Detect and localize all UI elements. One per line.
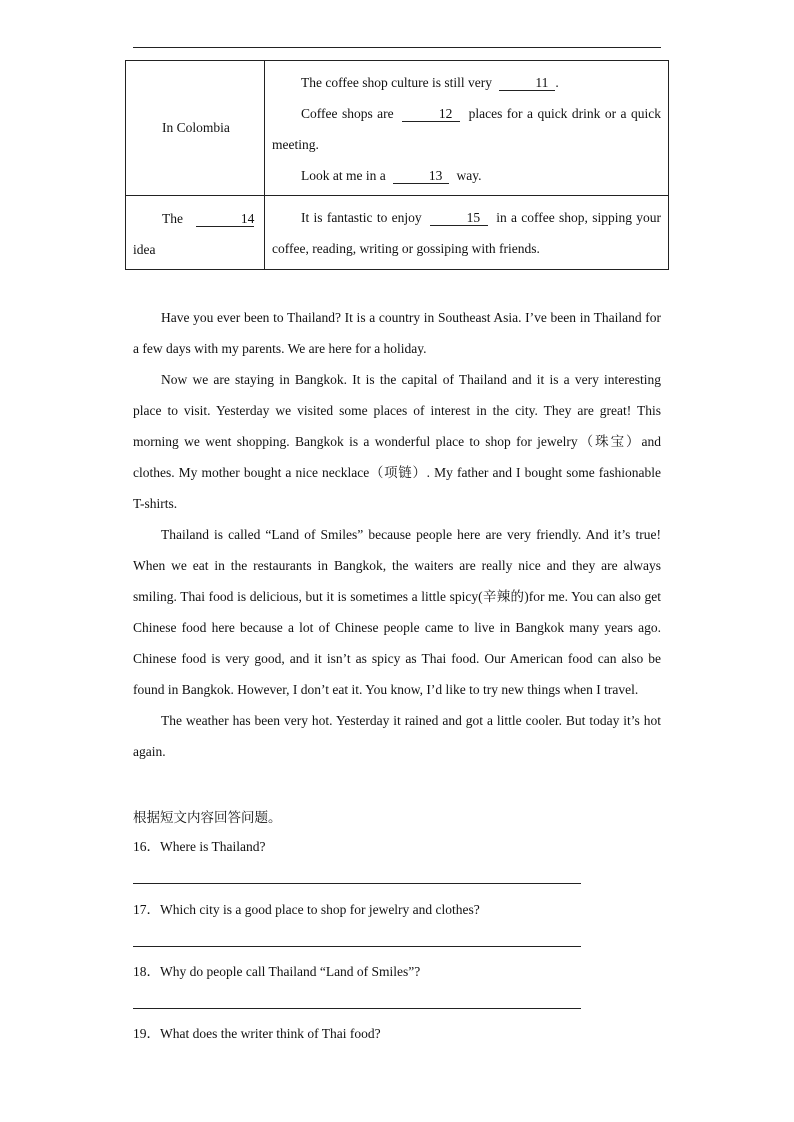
table-line: Look at me in a 13 way.: [301, 168, 482, 183]
header-rule: [133, 47, 661, 48]
row-content-cell: [265, 61, 669, 196]
passage-paragraph: Thailand is called “Land of Smiles” because people here are very friendly. And it’s true! When we eat in the restaurants in Bangkok, the waiters are really nice and they are always smiling. Thai food is delicious, but it is sometimes a little spicy(辛辣的)for me. You can also get Chinese food here because a lot of Chinese people came to live in Bangkok many years ago. Chinese food is very good, and it isn’t as spicy as Thai food. Our American food can also be found in Bangkok. However, I don’t eat it. You know, I’d like to try new things when I travel.: [133, 527, 661, 697]
instruction: 根据短文内容回答问题。: [133, 810, 282, 825]
question-18: 18．Why do people call Thailand “Land of Smiles”?: [133, 964, 421, 979]
answer-line-16[interactable]: [133, 883, 581, 884]
passage-paragraph: Have you ever been to Thailand? It is a country in Southeast Asia. I’ve been in Thailand for a few days with my parents. We are here for a holiday.: [133, 310, 661, 356]
blank-12[interactable]: 12: [402, 107, 460, 122]
blank-11[interactable]: 11: [499, 76, 555, 91]
row-label-cell: [126, 61, 265, 196]
table-row: [126, 196, 669, 270]
row-content-cell: [265, 196, 669, 270]
blank-13[interactable]: 13: [393, 169, 449, 184]
table-line: Coffee shops are 12 places for a quick drink or a quick meeting.: [272, 106, 662, 152]
table-line: It is fantastic to enjoy 15 in a coffee shop, sipping your coffee, reading, writing or gossiping with friends.: [272, 210, 661, 256]
summary-table: [125, 60, 669, 270]
blank-14[interactable]: 14: [196, 212, 254, 227]
row-label-cont: idea: [133, 242, 156, 257]
answer-line-18[interactable]: [133, 1008, 581, 1009]
table-row: [126, 61, 669, 196]
reading-passage: [133, 302, 661, 767]
answer-line-17[interactable]: [133, 946, 581, 947]
question-17: 17．Which city is a good place to shop for jewelry and clothes?: [133, 902, 480, 917]
question-19: 19．What does the writer think of Thai food?: [133, 1026, 381, 1041]
table-line: The coffee shop culture is still very 11 .: [301, 75, 559, 90]
passage-paragraph: Now we are staying in Bangkok. It is the capital of Thailand and it is a very interesting place to visit. Yesterday we visited some places of interest in the city. They are great! This morning we went shopping. Bangkok is a wonderful place to shop for jewelry（珠宝）and clothes. My mother bought a nice necklace（项链）. My father and I bought some fashionable T-shirts.: [133, 372, 661, 511]
row-label-cell: [126, 196, 265, 270]
row-label: In Colombia: [162, 120, 230, 135]
question-16: 16．Where is Thailand?: [133, 839, 266, 854]
passage-paragraph: The weather has been very hot. Yesterday it rained and got a little cooler. But today it’s hot again.: [133, 713, 661, 759]
row-label: The 14: [162, 211, 255, 226]
blank-15[interactable]: 15: [430, 211, 488, 226]
